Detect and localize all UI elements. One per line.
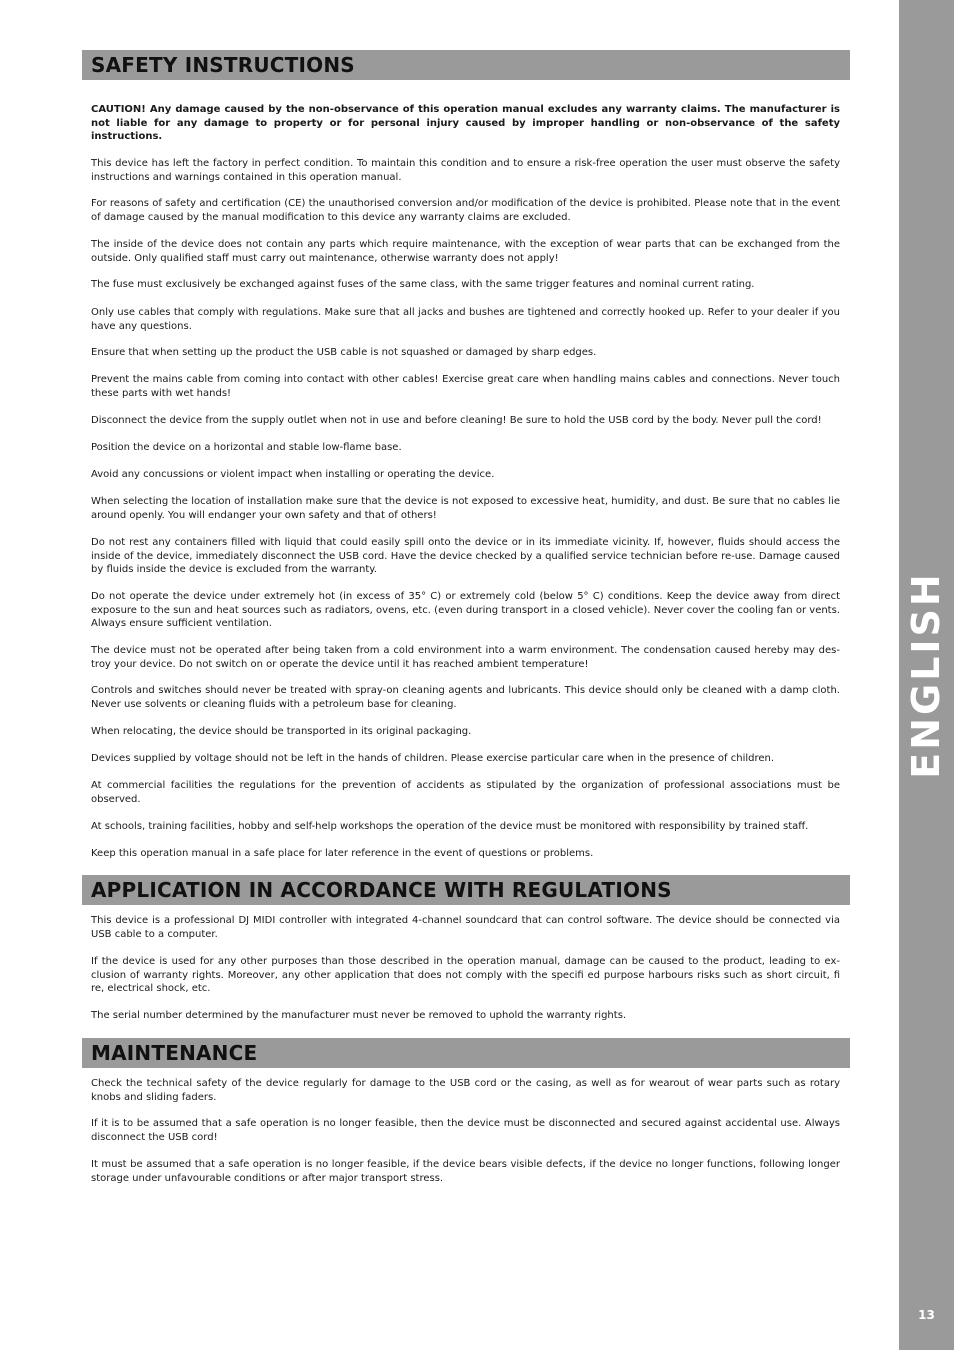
paragraph: Avoid any concussions or violent impact when installing or operating the device. bbox=[91, 469, 495, 480]
section-title: SAFETY INSTRUCTIONS bbox=[91, 53, 355, 77]
section-title: MAINTENANCE bbox=[91, 1041, 258, 1065]
caution-notice: CAUTION! Any damage caused by the non-observance of this operation manual excludes any warranty claims. The manufacturer is not liable for any damage to property or for personal injury caused by improper handling or non-observance of the safety instructions. bbox=[91, 104, 840, 143]
paragraph: For reasons of safety and certification (CE) the unauthorised conversion and/or modification of the device is prohibited. Please note that in the event of damage caused by the manual modification to this device any warranty claims are excluded. bbox=[91, 198, 840, 223]
paragraph: At commercial facilities the regulations for the prevention of accidents as stipulated by the organization of professional associations must be observed. bbox=[91, 780, 840, 805]
paragraph: If it is to be assumed that a safe operation is no longer feasible, then the device must be disconnected and secured against accidental use. Always disconnect the USB cord! bbox=[91, 1118, 840, 1143]
paragraph: Do not operate the device under extremely hot (in excess of 35° C) or extremely cold (below 5° C) conditions. Keep the device away from direct exposure to the sun and heat sources such as radiators, ovens, etc. (even during transport in a closed vehicle). Never cover the cooling fan or vents. Always ensure sufficient ventilation. bbox=[91, 591, 840, 630]
paragraph: Do not rest any containers filled with liquid that could easily spill onto the device or in its immediate vicinity. If, however, fluids should access the inside of the device, immediately disconnect the USB cord. Have the device checked by a qualified service technician before re-use. Damage caused by fluids inside the device is excluded from the warranty. bbox=[91, 537, 840, 576]
paragraph: It must be assumed that a safe operation is no longer feasible, if the device bears visible defects, if the device no longer functions, following longer storage under unfavourable conditions or after major transport stress. bbox=[91, 1159, 840, 1184]
paragraph: Prevent the mains cable from coming into contact with other cables! Exercise great care when handling mains cables and connections. Never touch these parts with wet hands! bbox=[91, 374, 840, 399]
language-label: ENGLISH bbox=[904, 571, 948, 779]
page-number: 13 bbox=[918, 1308, 935, 1322]
section-title: APPLICATION IN ACCORDANCE WITH REGULATIONS bbox=[91, 878, 672, 902]
paragraph: The device must not be operated after being taken from a cold environment into a warm environment. The condensation caused hereby may des-troy your device. Do not switch on or operate the device until it has reached ambient temperature! bbox=[91, 645, 840, 670]
paragraph: Only use cables that comply with regulations. Make sure that all jacks and bushes are tightened and correctly hooked up. Refer to your dealer if you have any questions. bbox=[91, 307, 840, 332]
paragraph: Disconnect the device from the supply outlet when not in use and before cleaning! Be sure to hold the USB cord by the body. Never pull the cord! bbox=[91, 415, 822, 426]
paragraph: Ensure that when setting up the product the USB cable is not squashed or damaged by sharp edges. bbox=[91, 347, 597, 358]
paragraph: When selecting the location of installation make sure that the device is not exposed to excessive heat, humidity, and dust. Be sure that no cables lie around openly. You will endanger your own safety and that of others! bbox=[91, 496, 840, 521]
section-header-application bbox=[82, 875, 850, 905]
paragraph: This device is a professional DJ MIDI controller with integrated 4-channel soundcard that can control software. The device should be connected via USB cable to a computer. bbox=[91, 915, 840, 940]
paragraph: The fuse must exclusively be exchanged against fuses of the same class, with the same trigger features and nominal current rating. bbox=[91, 279, 755, 290]
paragraph: If the device is used for any other purposes than those described in the operation manual, damage can be caused to the product, leading to ex-clusion of warranty rights. Moreover, any other application that does not comply with the specifi ed purpose harbours risks such as short circuit, fi re, electrical shock, etc. bbox=[91, 956, 840, 995]
paragraph: Check the technical safety of the device regularly for damage to the USB cord or the casing, as well as for wearout of wear parts such as rotary knobs and sliding faders. bbox=[91, 1078, 840, 1103]
paragraph: At schools, training facilities, hobby and self-help workshops the operation of the device must be monitored with responsibility by trained staff. bbox=[91, 821, 809, 832]
section-header-maintenance bbox=[82, 1038, 850, 1068]
paragraph: Controls and switches should never be treated with spray-on cleaning agents and lubricants. This device should only be cleaned with a damp cloth. Never use solvents or cleaning fluids with a petroleum base for cleaning. bbox=[91, 685, 840, 710]
paragraph: This device has left the factory in perfect condition. To maintain this condition and to ensure a risk-free operation the user must observe the safety instructions and warnings contained in this operation manual. bbox=[91, 158, 840, 183]
paragraph: When relocating, the device should be transported in its original packaging. bbox=[91, 726, 472, 737]
paragraph: The inside of the device does not contain any parts which require maintenance, with the exception of wear parts that can be exchanged from the outside. Only qualified staff must carry out maintenance, otherwise warranty does not apply! bbox=[91, 239, 840, 264]
paragraph: The serial number determined by the manufacturer must never be removed to uphold the warranty rights. bbox=[91, 1010, 627, 1021]
section-header-safety bbox=[82, 50, 850, 80]
paragraph: Devices supplied by voltage should not be left in the hands of children. Please exercise particular care when in the presence of children. bbox=[91, 753, 775, 764]
paragraph: Keep this operation manual in a safe place for later reference in the event of questions or problems. bbox=[91, 848, 594, 859]
paragraph: Position the device on a horizontal and stable low-flame base. bbox=[91, 442, 402, 453]
